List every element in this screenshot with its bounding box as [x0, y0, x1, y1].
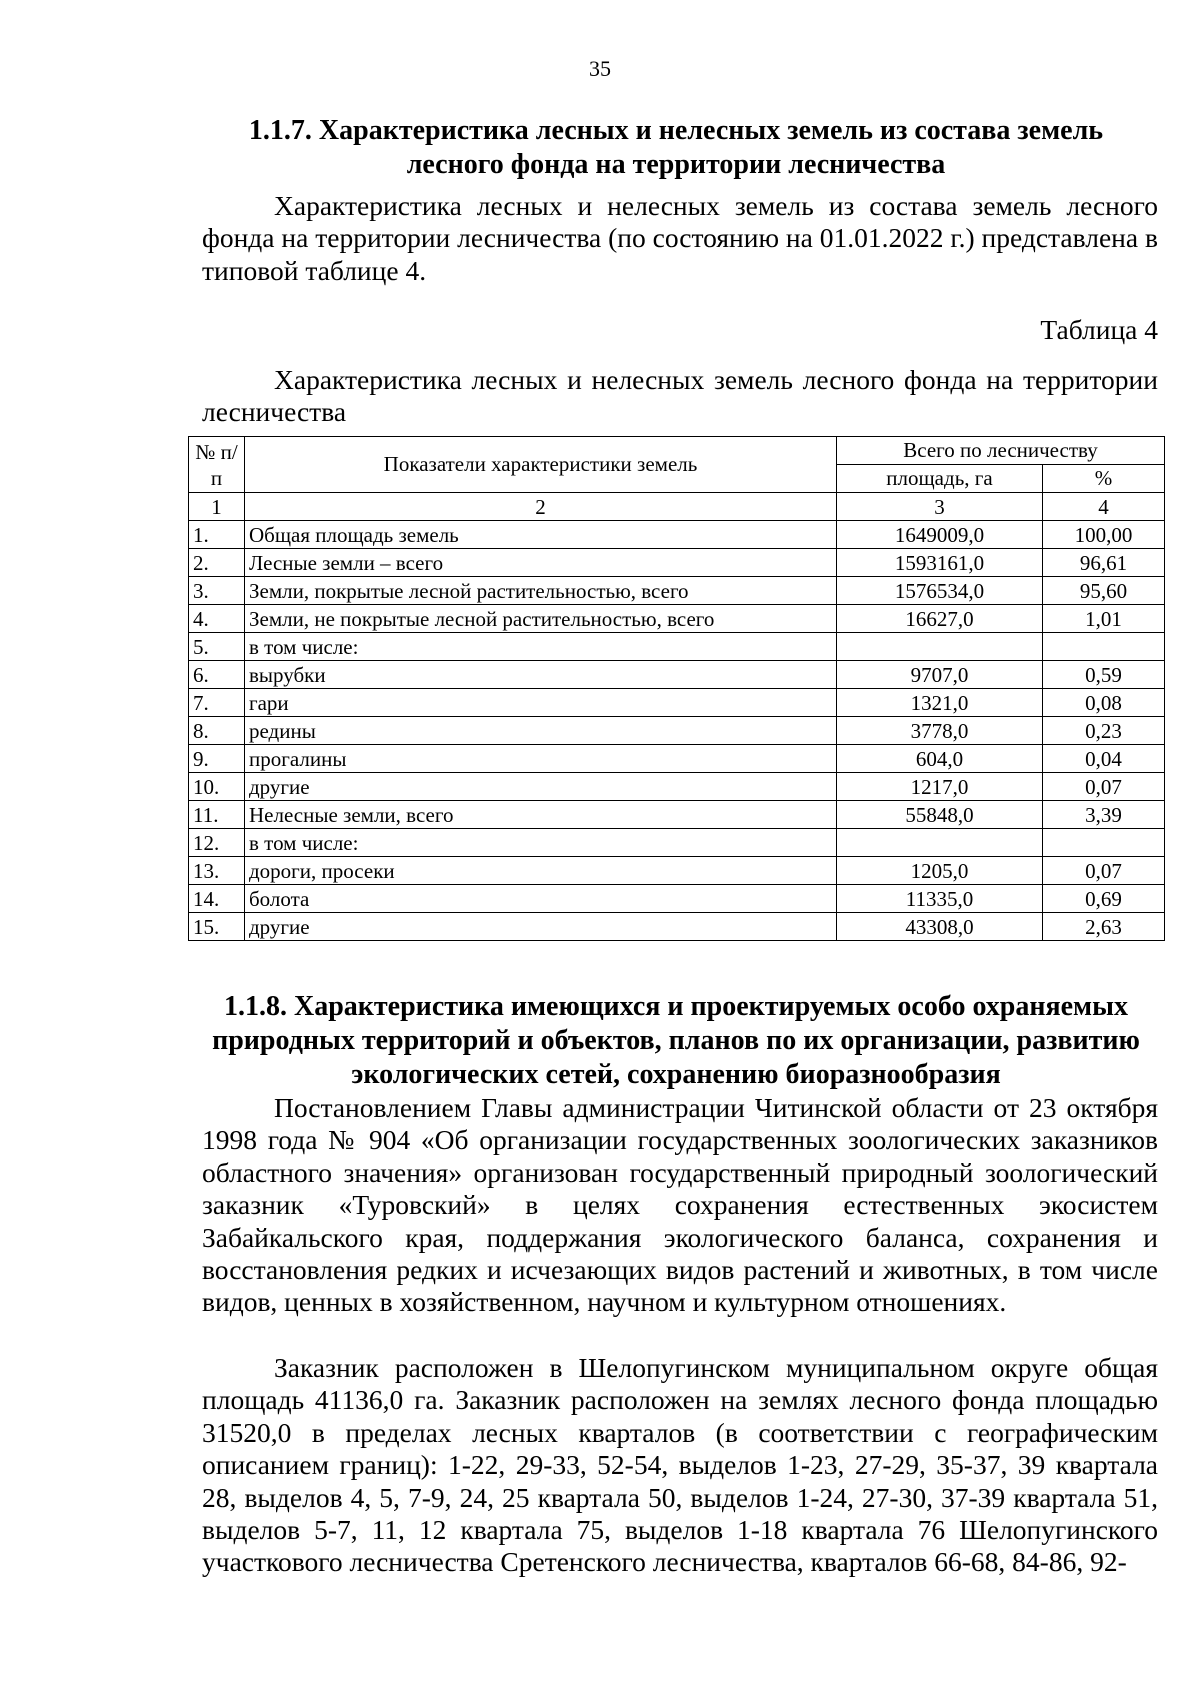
table-row — [189, 633, 1165, 661]
table-row — [189, 689, 1165, 717]
row-indicator: Земли, покрытые лесной растительностью, всего — [245, 577, 837, 605]
row-number: 5. — [189, 633, 245, 661]
table-caption-text: Характеристика лесных и нелесных земель лесного фонда на территории лесничества — [202, 364, 1158, 427]
row-number: 13. — [189, 857, 245, 885]
heading-line: природных территорий и объектов, планов по их организации, развитию — [212, 1025, 1140, 1056]
table-row — [189, 773, 1165, 801]
row-indicator: другие — [245, 773, 837, 801]
row-number: 3. — [189, 577, 245, 605]
row-indicator: вырубки — [245, 661, 837, 689]
row-indicator: другие — [245, 913, 837, 941]
row-percent: 2,63 — [1043, 913, 1165, 941]
row-indicator: Нелесные земли, всего — [245, 801, 837, 829]
section-1-1-8-paragraph-1 — [202, 1092, 1158, 1319]
paragraph-text: Характеристика лесных и нелесных земель из состава земель лесного фонда на территории лесничества (по состоянию на 01.01.2022 г.) представлена в типовой таблице 4. — [202, 190, 1158, 286]
table-row — [189, 577, 1165, 605]
heading-line: 1.1.8. Характеристика имеющихся и проектируемых особо охраняемых — [224, 991, 1128, 1022]
row-number: 11. — [189, 801, 245, 829]
column-number-row — [189, 493, 1165, 521]
row-area: 9707,0 — [837, 661, 1043, 689]
paragraph-text: Постановлением Главы администрации Читинской области от 23 октября 1998 года № 904 «Об организации государственных зоологических заказников областного значения» организован государственный природный зоологический заказник «Туровский» в целях сохранения естественных экосистем Забайкальского края, поддержания экологического баланса, сохранения и восстановления редких и исчезающих видов растений и животных, в том числе видов, ценных в хозяйственном, научном и культурном отношениях. — [202, 1092, 1158, 1318]
column-number: 4 — [1043, 493, 1165, 521]
row-percent: 0,23 — [1043, 717, 1165, 745]
row-percent: 0,04 — [1043, 745, 1165, 773]
heading-line: лесного фонда на территории лесничества — [406, 149, 946, 180]
row-indicator: редины — [245, 717, 837, 745]
table-row — [189, 661, 1165, 689]
table-row — [189, 913, 1165, 941]
header-indicator: Показатели характеристики земель — [245, 437, 837, 493]
row-area: 1217,0 — [837, 773, 1043, 801]
row-percent: 0,07 — [1043, 857, 1165, 885]
row-area: 1576534,0 — [837, 577, 1043, 605]
row-percent: 0,69 — [1043, 885, 1165, 913]
row-area: 55848,0 — [837, 801, 1043, 829]
header-area: площадь, га — [837, 465, 1043, 493]
row-area: 1649009,0 — [837, 521, 1043, 549]
table-row — [189, 857, 1165, 885]
heading-line: экологических сетей, сохранению биоразнообразия — [351, 1059, 1001, 1090]
row-number: 7. — [189, 689, 245, 717]
row-area: 604,0 — [837, 745, 1043, 773]
row-area: 16627,0 — [837, 605, 1043, 633]
row-indicator: болота — [245, 885, 837, 913]
page-number: 35 — [589, 56, 611, 81]
table-row — [189, 521, 1165, 549]
table-row — [189, 829, 1165, 857]
header-total: Всего по лесничеству — [837, 437, 1165, 465]
row-indicator: Общая площадь земель — [245, 521, 837, 549]
heading-line: 1.1.7. Характеристика лесных и нелесных земель из состава земель — [248, 115, 1104, 146]
row-area: 43308,0 — [837, 913, 1043, 941]
row-number: 15. — [189, 913, 245, 941]
header-percent: % — [1043, 465, 1165, 493]
row-indicator: дороги, просеки — [245, 857, 837, 885]
row-number: 8. — [189, 717, 245, 745]
column-number: 3 — [837, 493, 1043, 521]
row-number: 1. — [189, 521, 245, 549]
row-percent: 3,39 — [1043, 801, 1165, 829]
row-percent — [1043, 633, 1165, 661]
paragraph-text: Заказник расположен в Шелопугинском муниципальном округе общая площадь 41136,0 га. Заказник расположен на землях лесного фонда площадью 31520,0 в пределах лесных кварталов (в соответствии с географическим описанием границ): 1-22, 29-33, 52-54, выделов 1-23, 27-29, 35-37, 39 квартала 28, выделов 4, 5, 7-9, 24, 25 квартала 50, выделов 1-24, 27-30, 37-39 квартала 51, выделов 5-7, 11, 12 квартала 75, выделов 1-18 квартала 76 Шелопугинского участкового лесничества Сретенского лесничества, кварталов 66-68, 84-86, 92- — [202, 1352, 1158, 1578]
row-number: 9. — [189, 745, 245, 773]
section-1-1-8-paragraph-2 — [202, 1352, 1158, 1579]
row-area: 1321,0 — [837, 689, 1043, 717]
row-percent: 0,08 — [1043, 689, 1165, 717]
table-row — [189, 801, 1165, 829]
row-number: 10. — [189, 773, 245, 801]
row-number: 2. — [189, 549, 245, 577]
row-percent: 0,59 — [1043, 661, 1165, 689]
row-indicator: Лесные земли – всего — [245, 549, 837, 577]
table-row — [189, 717, 1165, 745]
column-number: 2 — [245, 493, 837, 521]
table-number-label: Таблица 4 — [1040, 314, 1158, 345]
row-percent: 100,00 — [1043, 521, 1165, 549]
row-percent: 0,07 — [1043, 773, 1165, 801]
table-row — [189, 605, 1165, 633]
table-row — [189, 549, 1165, 577]
table-row — [189, 885, 1165, 913]
row-percent — [1043, 829, 1165, 857]
header-num: № п/п — [189, 437, 245, 493]
section-1-1-7-paragraph — [202, 190, 1158, 287]
row-indicator: гари — [245, 689, 837, 717]
row-number: 4. — [189, 605, 245, 633]
table-row — [189, 745, 1165, 773]
row-area: 1593161,0 — [837, 549, 1043, 577]
row-number: 12. — [189, 829, 245, 857]
row-percent: 1,01 — [1043, 605, 1165, 633]
row-area: 11335,0 — [837, 885, 1043, 913]
row-number: 14. — [189, 885, 245, 913]
row-indicator: прогалины — [245, 745, 837, 773]
row-area: 3778,0 — [837, 717, 1043, 745]
row-number: 6. — [189, 661, 245, 689]
land-characteristics-table — [188, 436, 1165, 941]
row-percent: 96,61 — [1043, 549, 1165, 577]
row-area — [837, 633, 1043, 661]
row-percent: 95,60 — [1043, 577, 1165, 605]
section-heading-1-1-8 — [196, 990, 1156, 1092]
row-indicator: в том числе: — [245, 829, 837, 857]
row-area: 1205,0 — [837, 857, 1043, 885]
column-number: 1 — [189, 493, 245, 521]
row-area — [837, 829, 1043, 857]
table-caption — [202, 364, 1158, 428]
row-indicator: в том числе: — [245, 633, 837, 661]
row-indicator: Земли, не покрытые лесной растительностью, всего — [245, 605, 837, 633]
section-heading-1-1-7 — [196, 114, 1156, 182]
table-body — [189, 521, 1165, 941]
